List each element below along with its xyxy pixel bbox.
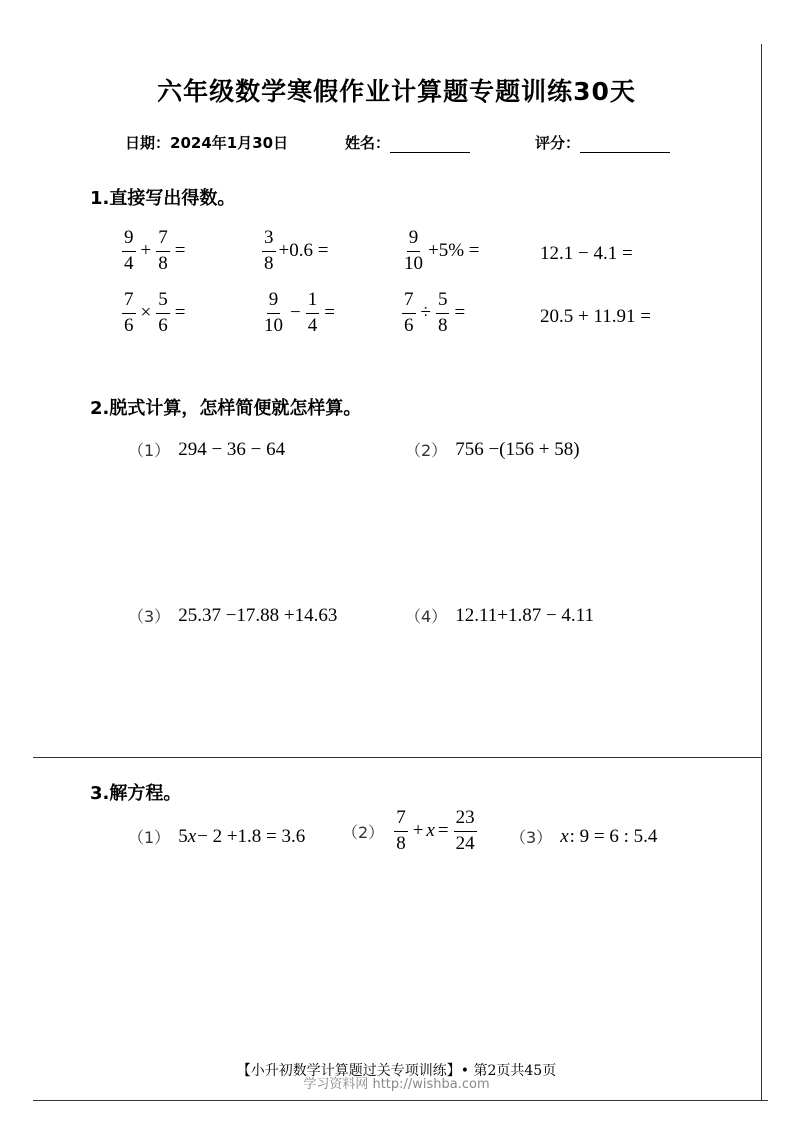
name-label: 姓名： [345, 134, 391, 152]
date-label: 日期： [125, 134, 171, 152]
problem-1e: $\frac{7}{6}$ × $\frac{5}{6}$ = [124, 289, 186, 336]
score-field [535, 132, 670, 153]
page-title: 六年级数学寒假作业计算题专题训练30天 [157, 77, 636, 106]
problem-1d: 12.1 − 4.1 = [540, 243, 633, 264]
score-label: 评分： [535, 134, 581, 152]
date-value: 2024年1月30日 [170, 134, 289, 152]
problem-1c: $\frac{9}{10}$ +5% = [404, 227, 480, 274]
calc-item-3: （3） 25.37 −17.88 +14.63 [128, 604, 338, 626]
page-footer: 【小升初数学计算题过关专项训练】• 第2页共45页 [236, 1063, 557, 1079]
bottom-border-line [33, 1100, 768, 1101]
name-blank[interactable] [390, 136, 470, 153]
problem-1b: $\frac{3}{8}$ +0.6 = [264, 227, 329, 274]
section2-heading: 2.脱式计算，怎样简便就怎样算。 [90, 398, 362, 419]
section-divider [33, 757, 762, 758]
calc-item-1: （1） 294 − 36 − 64 [128, 438, 286, 460]
name-field [345, 132, 470, 153]
section3-heading: 3.解方程。 [90, 783, 182, 804]
problem-1g: $\frac{7}{6}$ ÷ $\frac{5}{8}$ = [404, 289, 466, 336]
calc-item-2: （2） 756 −(156 + 58) [405, 438, 580, 460]
equation-1: （1） 5 x − 2 +1.8 = 3.6 [128, 825, 306, 847]
section1-heading: 1.直接写出得数。 [90, 188, 236, 209]
date-field [125, 132, 288, 153]
problem-1f: $\frac{9}{10}$ − $\frac{1}{4}$ = [264, 289, 335, 336]
calc-item-4: （4） 12.11+1.87 − 4.11 [405, 604, 594, 626]
problem-1h: 20.5 + 11.91 = [540, 306, 651, 327]
equation-3: （3） x : 9 = 6 : 5.4 [510, 825, 658, 847]
problem-1a: $\frac{9}{4}$ + $\frac{7}{8}$ = [124, 227, 186, 274]
score-blank[interactable] [580, 136, 670, 153]
watermark-text: 学习资料网 http://wishba.com [303, 1077, 490, 1092]
equation-2: （2） $\frac{7}{8}$ + x = $\frac{23}{24}$ [342, 807, 475, 854]
right-border-line [761, 44, 762, 1100]
